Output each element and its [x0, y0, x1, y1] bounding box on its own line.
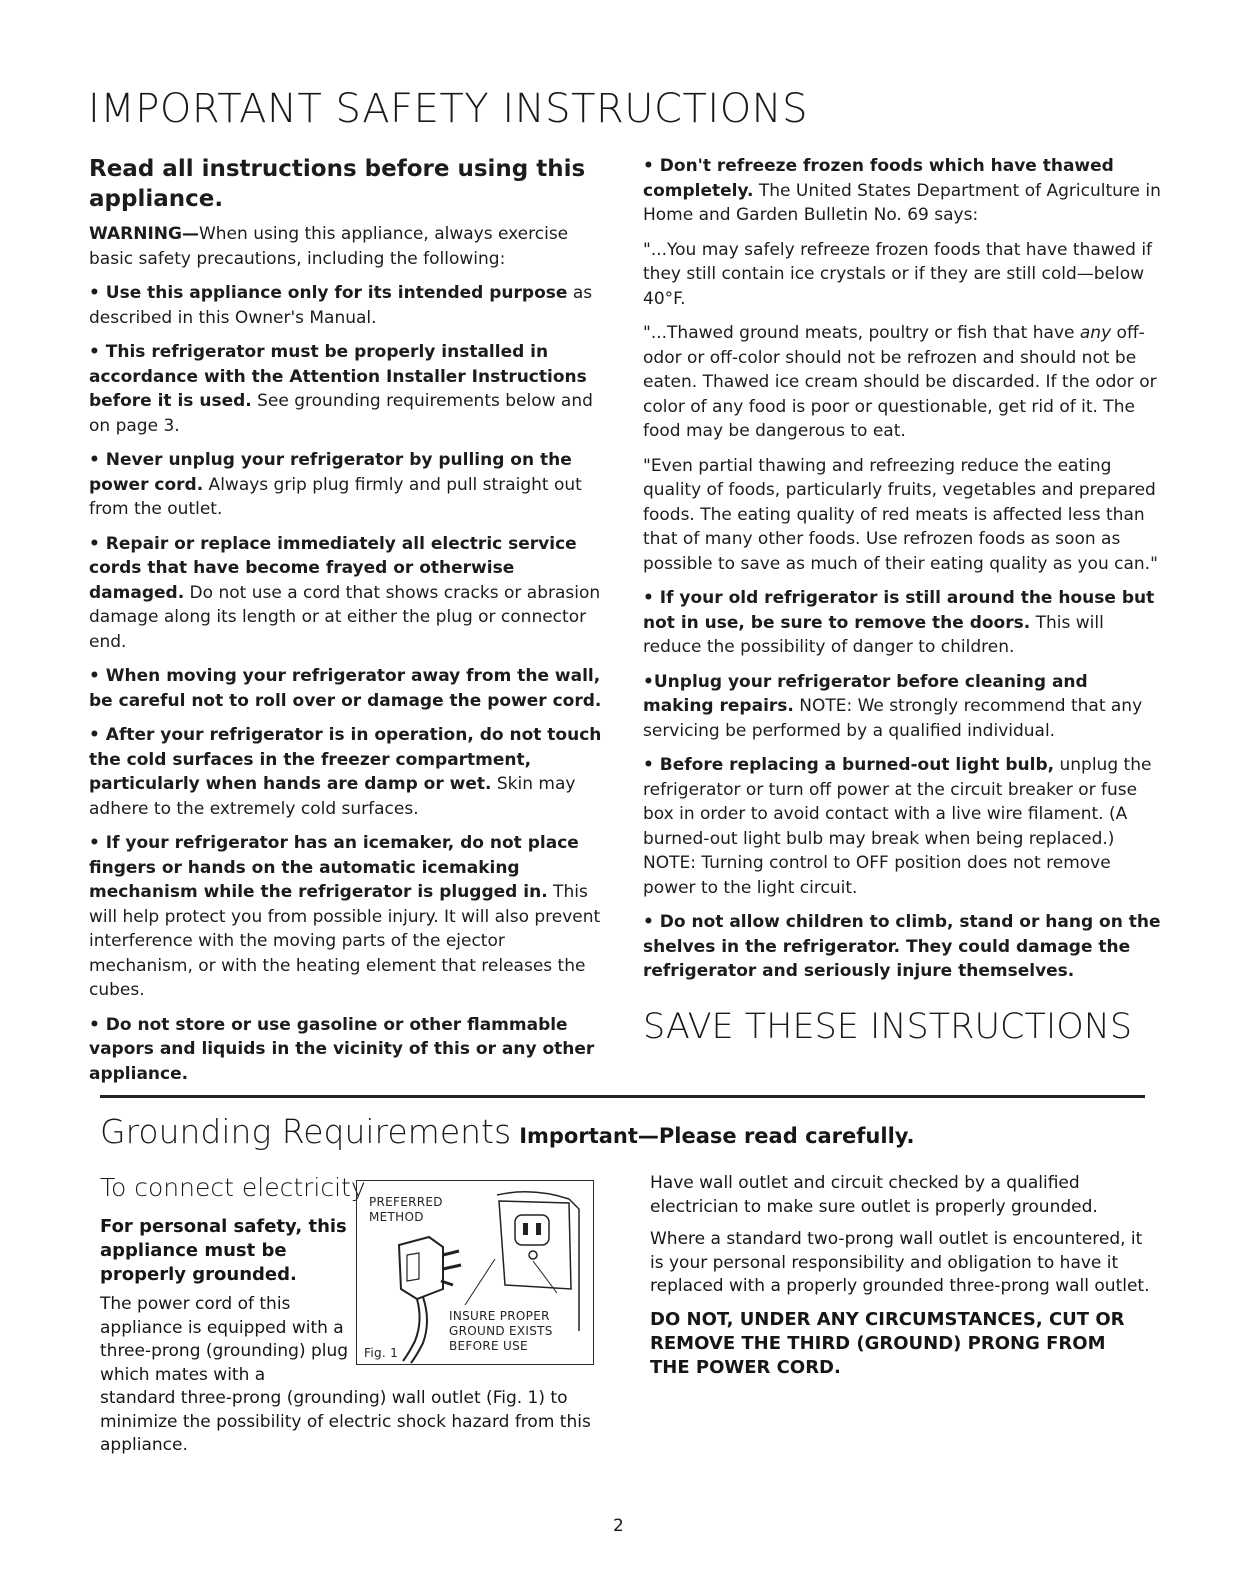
right-column	[643, 154, 1163, 1048]
refreeze-text: The United States Department of Agriculture in Home and Garden Bulletin No. 69 says:	[643, 180, 1161, 225]
section-divider	[100, 1095, 1145, 1098]
safety-item-text: unplug the refrigerator or turn off power at the circuit breaker or fuse box in order to avoid contact with a live wire filament. (A burned-out light bulb may break when being replaced.) NOTE: Turning control to OFF position does not remove power to the light circuit.	[643, 755, 1152, 898]
figure-note: INSURE PROPER GROUND EXISTS BEFORE USE	[449, 1309, 553, 1353]
page-number: 2	[613, 1516, 624, 1536]
warning-paragraph	[89, 222, 614, 271]
grounding-title	[100, 1112, 915, 1151]
grounded-outlet-figure	[356, 1180, 594, 1365]
power-cord-text-continued: standard three-prong (grounding) wall outlet (Fig. 1) to minimize the possibility of electric shock hazard from this appliance.	[100, 1388, 591, 1455]
personal-safety-note: For personal safety, this appliance must be properly grounded.	[100, 1216, 347, 1285]
safety-item	[89, 831, 614, 1003]
figure-number: Fig. 1	[364, 1346, 399, 1360]
refreeze-lead: • Don't refreeze frozen foods which have thawed completely.	[643, 156, 1114, 201]
safety-item	[89, 1013, 614, 1087]
safety-item-lead: • Repair or replace immediately all electric service cords that have become frayed or otherwise damaged.	[89, 533, 577, 603]
warning-label: WARNING—	[89, 224, 199, 244]
usda-quote-2-emphasis: any	[1079, 323, 1112, 343]
safety-item-lead: • When moving your refrigerator away from the wall, be careful not to roll over or damage the power cord.	[89, 666, 602, 711]
usda-quote-2-rest: off-odor or off-color should not be refrozen and should not be eaten. Thawed ice cream should be discarded. If the odor or color of any food is poor or questionable, get rid of it. The food may be dangerous to eat.	[643, 323, 1157, 441]
safety-item-text: See grounding requirements below and on page 3.	[89, 391, 593, 436]
save-instructions-heading: SAVE THESE INSTRUCTIONS	[643, 1006, 1133, 1047]
safety-item	[643, 586, 1163, 660]
grounding-subheading: Important—Please read carefully.	[519, 1124, 915, 1148]
safety-item-lead: • After your refrigerator is in operation, do not touch the cold surfaces in the freezer compartment, particularly when hands are damp or wet.	[89, 725, 602, 794]
intro-heading: Read all instructions before using this appliance.	[89, 156, 586, 212]
safety-item	[89, 664, 614, 713]
usda-quote-2	[643, 321, 1163, 444]
usda-quote-2-text: "...Thawed ground meats, poultry or fish that have	[643, 323, 1080, 343]
safety-item-lead: • Before replacing a burned-out light bulb,	[643, 755, 1055, 775]
safety-item-lead: •Unplug your refrigerator before cleaning and making repairs.	[643, 671, 1088, 716]
safety-item-text: Skin may adhere to the extremely cold surfaces.	[89, 774, 576, 819]
safety-item	[89, 723, 614, 821]
safety-item	[643, 753, 1163, 900]
outlet-check-text: Have wall outlet and circuit checked by a qualified electrician to make sure outlet is properly grounded.	[650, 1173, 1098, 1217]
safety-item-lead: • Do not allow children to climb, stand or hang on the shelves in the refrigerator. They could damage the refrigerator and seriously injure themselves.	[643, 912, 1161, 981]
safety-item-lead: • If your old refrigerator is still around the house but not in use, be sure to remove the doors.	[643, 588, 1155, 633]
left-column	[89, 154, 614, 1096]
safety-item	[643, 670, 1163, 744]
safety-item-text: as described in this Owner's Manual.	[89, 283, 593, 328]
ground-prong-warning: DO NOT, UNDER ANY CIRCUMSTANCES, CUT OR REMOVE THE THIRD (GROUND) PRONG FROM THE POWER CORD.	[650, 1308, 1125, 1378]
page-title: IMPORTANT SAFETY INSTRUCTIONS	[88, 86, 808, 132]
safety-item-text: Always grip plug firmly and pull straight out from the outlet.	[89, 474, 582, 519]
connect-electricity-heading: To connect electricity	[100, 1173, 366, 1202]
figure-label-preferred: PREFERRED METHOD	[369, 1195, 443, 1224]
refreeze-item	[643, 154, 1163, 228]
safety-item	[89, 448, 614, 522]
safety-item-lead: • Never unplug your refrigerator by pulling on the power cord.	[89, 450, 572, 495]
safety-item-lead: • This refrigerator must be properly installed in accordance with the Attention Installer Instructions before it is used.	[89, 342, 587, 411]
safety-item	[89, 340, 614, 438]
safety-item-text: This will help protect you from possible injury. It will also prevent interference with the moving parts of the ejector mechanism, or with the heating element that releases the cubes.	[89, 882, 601, 1000]
two-prong-outlet-text: Where a standard two-prong wall outlet is encountered, it is your personal responsibility and obligation to have it replaced with a properly grounded three-prong wall outlet.	[650, 1229, 1150, 1296]
safety-item-text: This will reduce the possibility of danger to children.	[643, 612, 1104, 657]
safety-item-text: Do not use a cord that shows cracks or abrasion damage along its length or at either the plug or connector end.	[89, 582, 601, 652]
safety-item-lead: • If your refrigerator has an icemaker, do not place fingers or hands on the automatic icemaking mechanism while the refrigerator is plugged in.	[89, 833, 579, 902]
safety-item	[89, 281, 614, 330]
safety-item-lead: • Do not store or use gasoline or other flammable vapors and liquids in the vicinity of this or any other appliance.	[89, 1014, 595, 1084]
grounding-heading: Grounding Requirements	[100, 1112, 512, 1151]
usda-quote-3: "Even partial thawing and refreezing reduce the eating quality of foods, particularly fruits, vegetables and prepared foods. The eating quality of red meats is affected less than that of many other foods. Use refrozen foods as soon as possible to save as much of their eating quality as you can."	[643, 455, 1158, 574]
safety-item	[89, 532, 614, 655]
grounding-right-column	[650, 1172, 1150, 1389]
power-cord-text: The power cord of this appliance is equipped with a three-prong (grounding) plug which mates with a	[100, 1294, 349, 1385]
warning-text: When using this appliance, always exercise basic safety precautions, including the following:	[89, 224, 569, 269]
usda-quote-1: "...You may safely refreeze frozen foods that have thawed if they still contain ice crystals or if they are still cold—below 40°F.	[643, 239, 1153, 309]
safety-item-lead: • Use this appliance only for its intended purpose	[89, 283, 568, 303]
safety-item-text: NOTE: We strongly recommend that any servicing be performed by a qualified individual.	[643, 696, 1143, 741]
safety-item	[643, 910, 1163, 984]
